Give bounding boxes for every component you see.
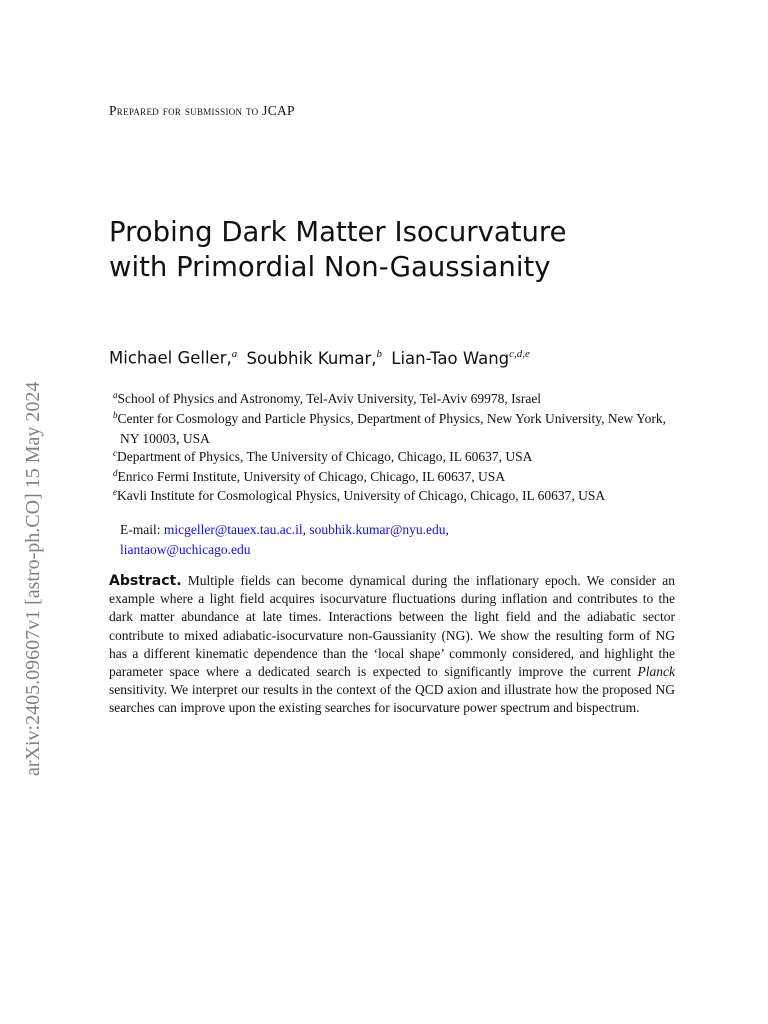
affiliation-mark: e	[113, 487, 117, 497]
affiliation	[113, 483, 682, 506]
email-label: E-mail:	[120, 522, 161, 537]
author-name: Michael Geller,	[109, 348, 232, 368]
affiliation-mark: d	[113, 468, 118, 478]
arxiv-identifier-stamp: arXiv:2405.09607v1 [astro-ph.CO] 15 May 2024	[22, 381, 44, 776]
author-name: Soubhik Kumar,	[246, 348, 377, 368]
paper-title	[109, 215, 709, 285]
abstract-emphasis: Planck	[637, 664, 676, 680]
title-line-1: Probing Dark Matter Isocurvature	[109, 216, 567, 248]
affiliation-text: Center for Cosmology and Particle Physics, Department of Physics, New York University, New York, NY 10003, USA	[117, 411, 666, 446]
affiliation-text: School of Physics and Astronomy, Tel-Aviv University, Tel-Aviv 69978, Israel	[117, 391, 542, 406]
email-block: E-mail: micgeller@tauex.tau.ac.il, soubhik.kumar@nyu.edu, liantaow@uchicago.edu	[120, 522, 449, 557]
abstract-heading: Abstract.	[109, 573, 182, 589]
author-affiliation-mark: b	[376, 348, 382, 360]
abstract	[109, 572, 675, 718]
author-list	[109, 348, 530, 368]
author-affiliation-mark: c,d,e	[509, 348, 530, 360]
abstract-text: Multiple fields can become dynamical during the inflationary epoch. We consider an example where a light field acquires isocurvature fluctuations during inflation and contributes to the dark matter abundance at late times. Interactions between the light field and the adiabatic sector contribute to mixed adiabatic-isocurvature non-Gaussianity (NG). We show the resulting form of NG has a different kinematic dependence than the ‘local shape’ commonly considered, and highlight the parameter space where a dedicated search is expected to significantly improve the current	[109, 573, 676, 680]
journal-note: Prepared for submission to JCAP	[109, 103, 295, 118]
affiliation-text: Kavli Institute for Cosmological Physics, University of Chicago, Chicago, IL 60637, USA	[117, 488, 606, 503]
abstract-text-continued: sensitivity. We interpret our results in the context of the QCD axion and illustrate how the proposed NG searches can improve upon the existing searches for isocurvature power spectrum and bispectrum.	[109, 682, 675, 716]
affiliation-text: Enrico Fermi Institute, University of Chicago, Chicago, IL 60637, USA	[117, 469, 506, 484]
email-link[interactable]: liantaow@uchicago.edu	[120, 541, 251, 557]
author-name: Lian-Tao Wang	[391, 348, 510, 368]
affiliation-text: Department of Physics, The University of Chicago, Chicago, IL 60637, USA	[117, 449, 533, 464]
affiliation	[113, 406, 682, 448]
affiliation-mark: a	[113, 390, 118, 400]
email-link[interactable]: soubhik.kumar@nyu.edu	[309, 522, 446, 537]
email-link[interactable]: micgeller@tauex.tau.ac.il	[163, 522, 303, 537]
affiliation-mark: c	[113, 448, 117, 458]
title-line-2: with Primordial Non-Gaussianity	[109, 251, 551, 283]
affiliation-mark: b	[113, 410, 118, 420]
author-affiliation-mark: a	[231, 348, 238, 360]
